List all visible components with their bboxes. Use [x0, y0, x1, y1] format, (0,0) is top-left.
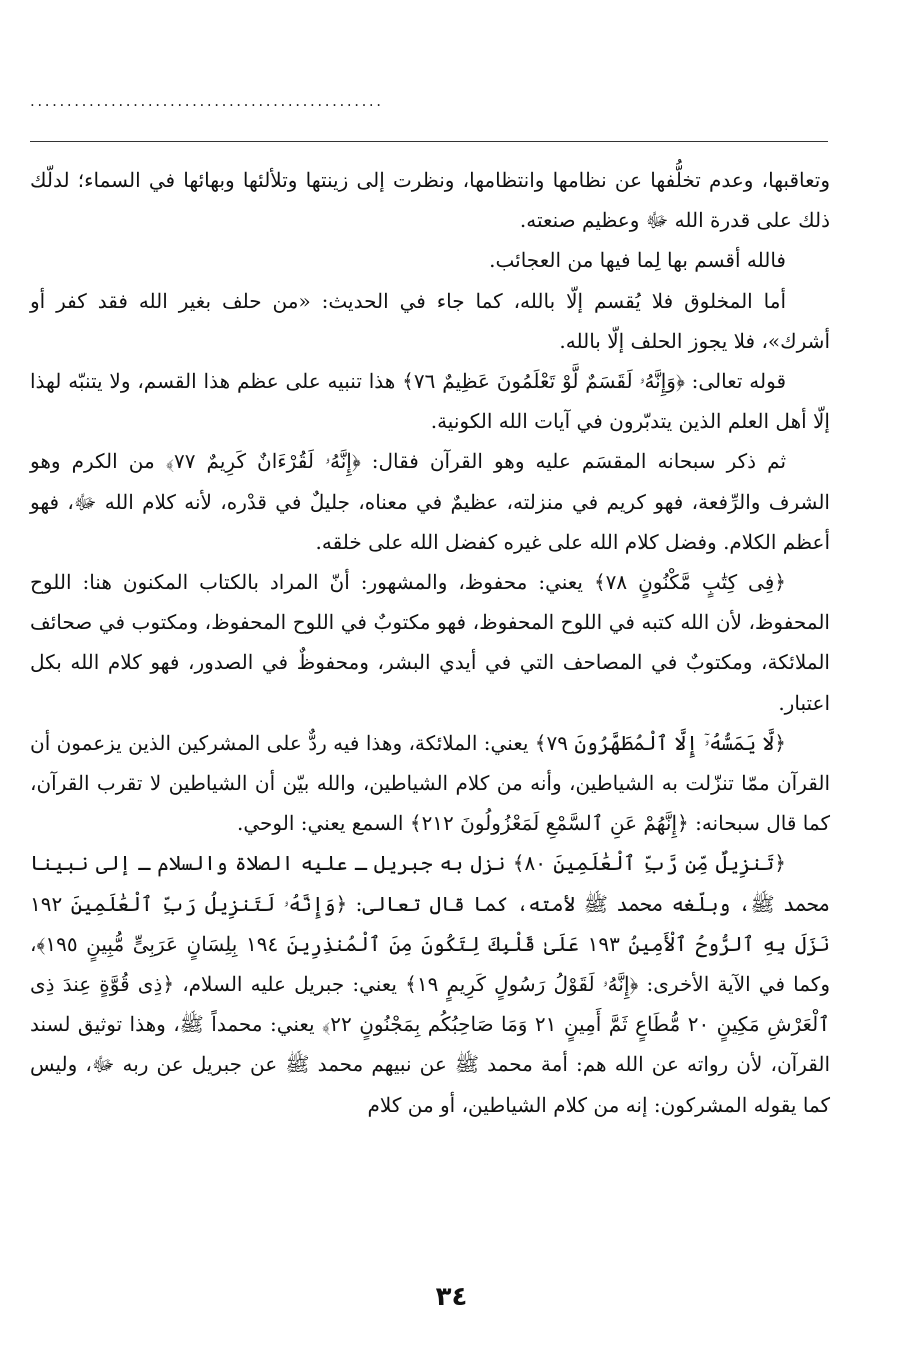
paragraph-3: أما المخلوق فلا يُقسم إلّا بالله، كما جاء في الحديث: «من حلف بغير الله فقد كفر أو أشرك»، فلا يجوز الحلف إلّا بالله. [30, 288, 830, 353]
paragraph-5: ثم ذكر سبحانه المقسَم عليه وهو القرآن فقال: ﴿إِنَّهُۥ لَقُرْءَانٌ كَرِيمٌ ٧٧﴾ من الكرم وهو الشرف والرِّفعة، فهو كريم في منزلته، عظيمٌ في معناه، جليلٌ في قدْره، لأنه كلام الله ﷻ، فهو أعظم الكلام. وفضل كلام الله على غيره كفضل الله على خلقه. [30, 449, 830, 554]
paragraph-7: ﴿لَّا يَمَسُّهُۥٓ إِلَّا ٱلْمُطَهَّرُونَ ٧٩﴾ يعني: الملائكة، وهذا فيه ردٌّ على المشركين الذين يزعمون أن القرآن ممّا تنزّلت به الشياطين، وأنه من كلام الشياطين، والله بيّن أن الشياطين لا تقرب القرآن، كما قال سبحانه: ﴿إِنَّهُمْ عَنِ ٱلسَّمْعِ لَمَعْزُولُونَ ٢١٢﴾ السمع يعني: الوحي. [30, 730, 830, 836]
header-rule [30, 141, 828, 142]
paragraph-4: قوله تعالى: ﴿وَإِنَّهُۥ لَقَسَمٌ لَّوْ تَعْلَمُونَ عَظِيمٌ ٧٦﴾ هذا تنبيه على عظم هذا القسم، ولا يتنبّه لهذا إلّا أهل العلم الذين يتدبّرون في آيات الله الكونية. [30, 369, 830, 434]
page-number: ٣٤ [435, 1282, 468, 1312]
paragraph-1: وتعاقبها، وعدم تخلُّفها عن نظامها وانتظامها، ونظرت إلى زينتها وتلألئها وبهائها في السماء؛ لدلّك ذلك على قدرة الله ﷻ وعظيم صنعته. [30, 168, 830, 233]
paragraph-8: ﴿تَنزِيلٌ مِّن رَّبِّ ٱلْعَٰلَمِينَ ٨٠﴾ نزل به جبريل ـ عليه الصلاة والسلام ـ إلى نبينا محمد ﷺ، وبلّغه محمد ﷺ لأمته، كما قال تعالى: ﴿وَإِنَّهُۥ لَتَنزِيلُ رَبِّ ٱلْعَٰلَمِينَ ١٩٢ نَزَلَ بِهِ ٱلرُّوحُ ٱلْأَمِينُ ١٩٣ عَلَىٰ قَلْبِكَ لِتَكُونَ مِنَ ٱلْمُنذِرِينَ ١٩٤ بِلِسَانٍ عَرَبِىٍّ مُّبِينٍ ١٩٥﴾، وكما في الآية الأخرى: ﴿إِنَّهُۥ لَقَوْلُ رَسُولٍ كَرِيمٍ ١٩﴾ يعني: جبريل عليه السلام، ﴿ذِى قُوَّةٍ عِندَ ذِى ٱلْعَرْشِ مَكِينٍ ٢٠ مُّطَاعٍ ثَمَّ أَمِينٍ ٢١ وَمَا صَاحِبُكُم بِمَجْنُونٍ ٢٢﴾ يعني: محمداً ﷺ، وهذا توثيق لسند القرآن، لأن رواته عن الله هم: أمة محمد ﷺ عن نبيهم محمد ﷺ عن جبريل عن ربه ﷻ، وليس كما يقوله المشركون: إنه من كلام الشياطين، أو من كلام [30, 851, 831, 1117]
paragraph-6: ﴿فِى كِتَٰبٍ مَّكْنُونٍ ٧٨﴾ يعني: محفوظ، والمشهور: أنّ المراد بالكتاب المكنون هنا: اللوح المحفوظ، لأن الله كتبه في اللوح المحفوظ، فهو مكتوبٌ في اللوح المحفوظ، ومكتوب في صحائف الملائكة، ومكتوبٌ في المصاحف التي في أيدي البشر، ومحفوظٌ في الصدور، فهو كلام الله بكل اعتبار. [30, 570, 830, 715]
header-dotted-line: ................................................ [30, 92, 384, 110]
body-text [30, 160, 830, 1125]
paragraph-2: فالله أقسم بها لِما فيها من العجائب. [489, 248, 786, 273]
